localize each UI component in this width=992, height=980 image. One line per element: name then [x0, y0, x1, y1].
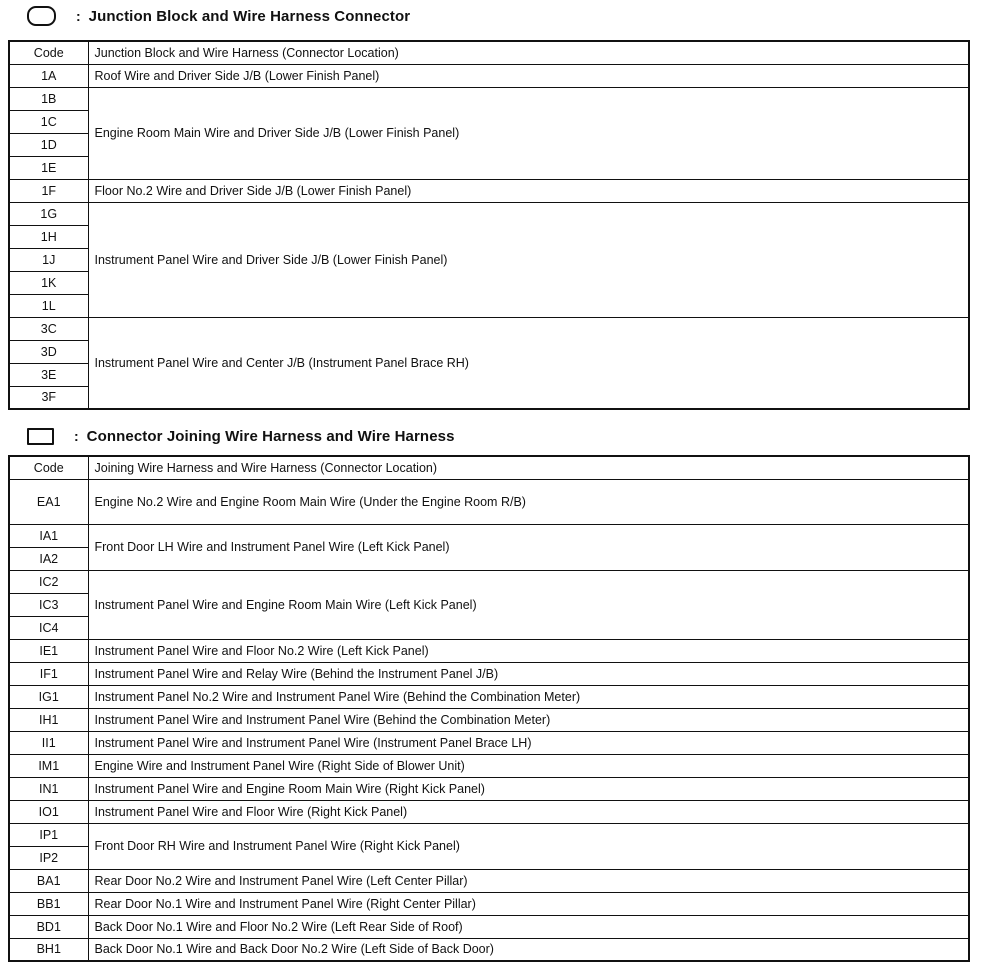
table-row — [9, 685, 969, 708]
section-title: Junction Block and Wire Harness Connector — [88, 7, 411, 25]
connector-code: IE1 — [9, 639, 88, 662]
table-row — [9, 823, 969, 846]
connector-code: 3F — [9, 386, 88, 409]
connector-location: Instrument Panel Wire and Relay Wire (Behind the Instrument Panel J/B) — [88, 662, 969, 685]
connector-location: Front Door RH Wire and Instrument Panel Wire (Right Kick Panel) — [88, 823, 969, 869]
connector-code: IA2 — [9, 547, 88, 570]
connector-code: BB1 — [9, 892, 88, 915]
table-row — [9, 938, 969, 961]
table-row — [9, 202, 969, 225]
table-row — [9, 639, 969, 662]
connector-code: II1 — [9, 731, 88, 754]
connector-location: Front Door LH Wire and Instrument Panel Wire (Left Kick Panel) — [88, 524, 969, 570]
connector-code: 1A — [9, 64, 88, 87]
connector-location: Instrument Panel Wire and Instrument Panel Wire (Instrument Panel Brace LH) — [88, 731, 969, 754]
connector-code: IA1 — [9, 524, 88, 547]
section-header-junction-block — [27, 4, 410, 28]
table-row — [9, 731, 969, 754]
connector-code: BA1 — [9, 869, 88, 892]
table-header-row — [9, 456, 969, 479]
connector-code: IM1 — [9, 754, 88, 777]
connector-location: Instrument Panel No.2 Wire and Instrument Panel Wire (Behind the Combination Meter) — [88, 685, 969, 708]
table-row — [9, 800, 969, 823]
connector-location: Back Door No.1 Wire and Back Door No.2 Wire (Left Side of Back Door) — [88, 938, 969, 961]
connector-code: IO1 — [9, 800, 88, 823]
connector-code: IC4 — [9, 616, 88, 639]
table-row — [9, 754, 969, 777]
connector-code: 1K — [9, 271, 88, 294]
connector-location: Instrument Panel Wire and Driver Side J/B (Lower Finish Panel) — [88, 202, 969, 317]
connector-location: Instrument Panel Wire and Floor No.2 Wire (Left Kick Panel) — [88, 639, 969, 662]
connector-code: IP1 — [9, 823, 88, 846]
connector-code: BH1 — [9, 938, 88, 961]
section-header-joining-connector — [27, 424, 455, 448]
connector-code: 3C — [9, 317, 88, 340]
connector-location: Back Door No.1 Wire and Floor No.2 Wire (Left Rear Side of Roof) — [88, 915, 969, 938]
connector-location: Engine No.2 Wire and Engine Room Main Wire (Under the Engine Room R/B) — [88, 479, 969, 524]
connector-location: Rear Door No.1 Wire and Instrument Panel Wire (Right Center Pillar) — [88, 892, 969, 915]
table-header-row — [9, 41, 969, 64]
connector-code: 1J — [9, 248, 88, 271]
connector-code: 3D — [9, 340, 88, 363]
connector-code: 3E — [9, 363, 88, 386]
table-row — [9, 777, 969, 800]
header-code: Code — [9, 456, 88, 479]
rounded-rectangle-icon — [27, 6, 56, 26]
connector-code: 1G — [9, 202, 88, 225]
connector-code: 1E — [9, 156, 88, 179]
table-row — [9, 64, 969, 87]
connector-code: 1L — [9, 294, 88, 317]
joining-connector-table — [8, 455, 970, 962]
connector-code: BD1 — [9, 915, 88, 938]
table-row — [9, 708, 969, 731]
connector-location: Instrument Panel Wire and Engine Room Main Wire (Left Kick Panel) — [88, 570, 969, 639]
connector-code: 1C — [9, 110, 88, 133]
table-row — [9, 317, 969, 340]
connector-location: Roof Wire and Driver Side J/B (Lower Finish Panel) — [88, 64, 969, 87]
section-colon: : — [74, 428, 79, 444]
connector-code: 1D — [9, 133, 88, 156]
table-row — [9, 892, 969, 915]
connector-code: IC3 — [9, 593, 88, 616]
table-row — [9, 524, 969, 547]
table-row — [9, 570, 969, 593]
table-row — [9, 87, 969, 110]
junction-block-table — [8, 40, 970, 410]
connector-code: IP2 — [9, 846, 88, 869]
section-colon: : — [76, 8, 81, 24]
connector-location: Instrument Panel Wire and Instrument Panel Wire (Behind the Combination Meter) — [88, 708, 969, 731]
table-row — [9, 179, 969, 202]
connector-code: IF1 — [9, 662, 88, 685]
connector-code: IN1 — [9, 777, 88, 800]
square-icon — [27, 428, 54, 445]
connector-code: IH1 — [9, 708, 88, 731]
header-description: Joining Wire Harness and Wire Harness (Connector Location) — [88, 456, 969, 479]
connector-code: 1B — [9, 87, 88, 110]
connector-location: Instrument Panel Wire and Floor Wire (Right Kick Panel) — [88, 800, 969, 823]
section-title: Connector Joining Wire Harness and Wire Harness — [86, 427, 455, 445]
connector-code: IG1 — [9, 685, 88, 708]
table-row — [9, 915, 969, 938]
connector-location: Engine Wire and Instrument Panel Wire (Right Side of Blower Unit) — [88, 754, 969, 777]
header-description: Junction Block and Wire Harness (Connector Location) — [88, 41, 969, 64]
table-row — [9, 662, 969, 685]
connector-location: Instrument Panel Wire and Engine Room Main Wire (Right Kick Panel) — [88, 777, 969, 800]
connector-location: Instrument Panel Wire and Center J/B (Instrument Panel Brace RH) — [88, 317, 969, 409]
table-row — [9, 479, 969, 524]
connector-code: 1F — [9, 179, 88, 202]
connector-location: Engine Room Main Wire and Driver Side J/B (Lower Finish Panel) — [88, 87, 969, 179]
connector-location: Rear Door No.2 Wire and Instrument Panel Wire (Left Center Pillar) — [88, 869, 969, 892]
connector-code: EA1 — [9, 479, 88, 524]
connector-code: 1H — [9, 225, 88, 248]
connector-location: Floor No.2 Wire and Driver Side J/B (Lower Finish Panel) — [88, 179, 969, 202]
connector-code: IC2 — [9, 570, 88, 593]
table-row — [9, 869, 969, 892]
header-code: Code — [9, 41, 88, 64]
